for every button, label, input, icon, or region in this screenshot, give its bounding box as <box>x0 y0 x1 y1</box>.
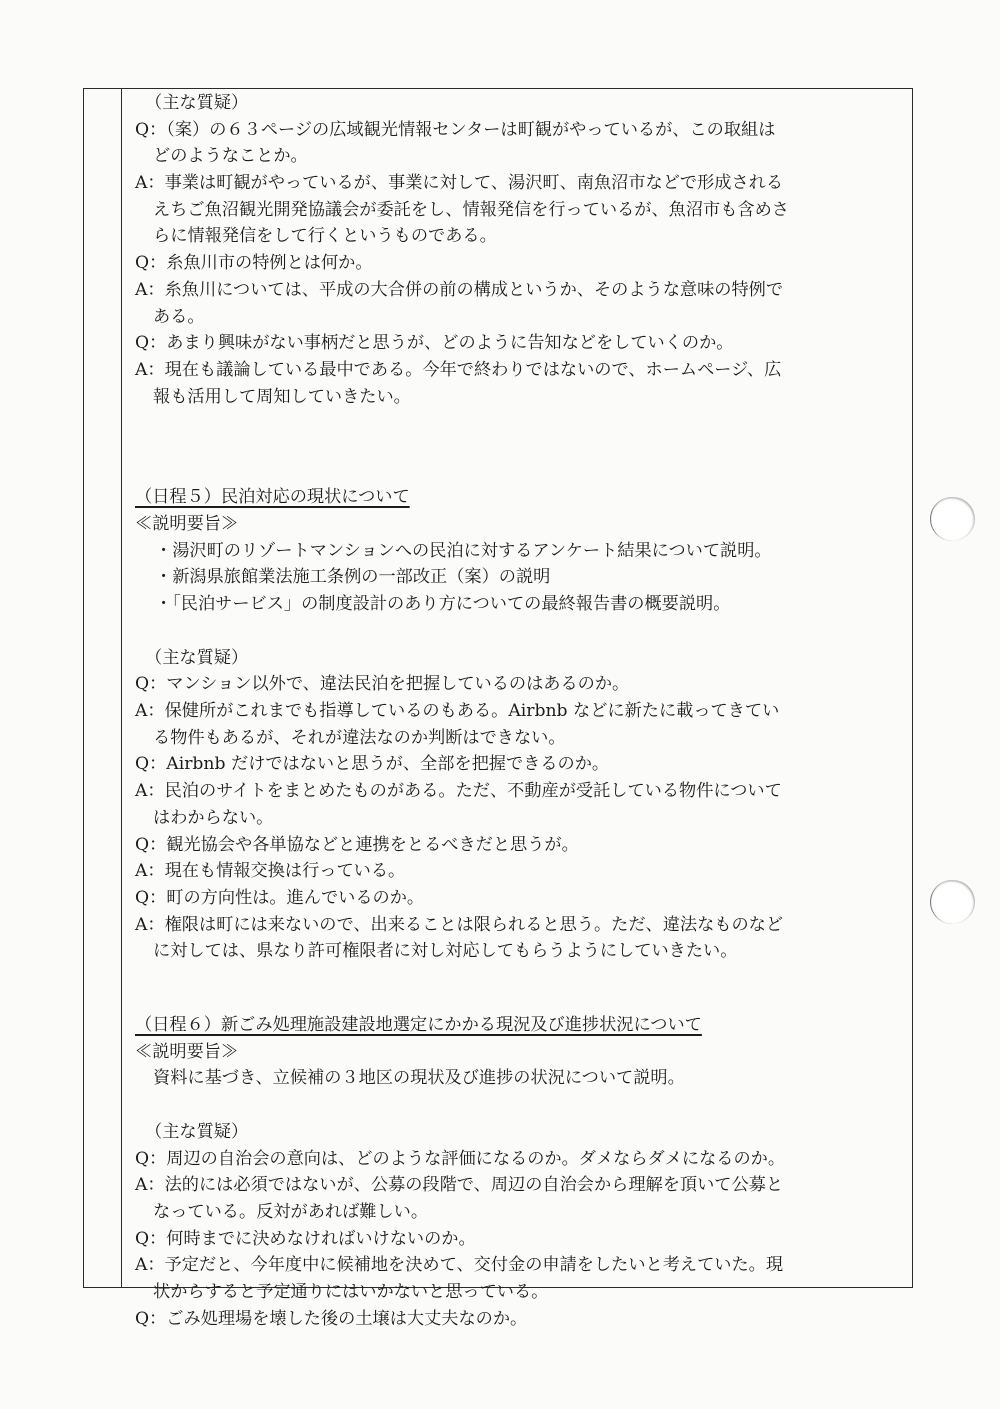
summary-text: 資料に基づき、立候補の３地区の現状及び進捗の状況について説明。 <box>153 1068 685 1089</box>
punch-hole-upper <box>930 497 975 541</box>
qa-answer-cont: えちご魚沼観光開発協議会が委託をし、情報発信を行っているが、魚沼市も含めさ <box>153 199 789 220</box>
punch-hole-lower <box>930 880 975 924</box>
qa-answer-cont: に対しては、県なり許可権限者に対し対応してもらうようにしていきたい。 <box>153 941 738 962</box>
qa-question: Q：Airbnb だけではないと思うが、全部を把握できるのか。 <box>135 754 610 775</box>
margin-rule <box>121 89 122 1287</box>
qa-answer: A：予定だと、今年度中に候補地を決めて、交付金の申請をしたいと考えていた。現 <box>135 1255 784 1276</box>
summary-bullet: ・新潟県旅館業法施工条例の一部改正（案）の説明 <box>155 567 551 588</box>
qa-title: （主な質疑） <box>145 1122 249 1142</box>
qa-question: Q：（案）の６３ページの広域観光情報センターは町観がやっているが、この取組は <box>135 119 776 140</box>
qa-answer: A：事業は町観がやっているが、事業に対して、湯沢町、南魚沼市などで形成される <box>135 173 784 194</box>
qa-answer-cont: らに情報発信をして行くというものである。 <box>153 226 497 247</box>
qa-question-cont: どのようなことか。 <box>153 146 308 167</box>
qa-answer: A：権限は町には来ないので、出来ることは限られると思う。ただ、違法なものなど <box>135 914 784 935</box>
qa-title: （主な質疑） <box>145 93 249 113</box>
section-heading: （日程５）民泊対応の現状について <box>135 487 410 508</box>
summary-bullet: ・湯沢町のリゾートマンションへの民泊に対するアンケート結果について説明。 <box>155 540 772 561</box>
qa-answer: A：現在も議論している最中である。今年で終わりではないので、ホームページ、広 <box>135 359 782 380</box>
qa-answer: A：現在も情報交換は行っている。 <box>135 861 406 882</box>
qa-answer-cont: ある。 <box>153 306 205 327</box>
qa-question: Q：周辺の自治会の意向は、どのような評価になるのか。ダメならダメになるのか。 <box>135 1148 786 1169</box>
qa-answer: A：民泊のサイトをまとめたものがある。ただ、不動産が受託している物件について <box>135 781 782 802</box>
summary-label: ≪説明要旨≫ <box>135 1041 239 1062</box>
section-heading: （日程６）新ごみ処理施設建設地選定にかかる現況及び進捗状況について <box>135 1014 702 1035</box>
qa-question: Q：何時までに決めなければいけないのか。 <box>135 1228 476 1249</box>
qa-answer-cont: 状からすると予定通りにはいかないと思っている。 <box>153 1282 549 1303</box>
qa-answer-cont: 報も活用して周知していきたい。 <box>153 386 411 407</box>
qa-question: Q：町の方向性は。進んでいるのか。 <box>135 887 425 908</box>
qa-question: Q：糸魚川市の特例とは何か。 <box>135 253 373 274</box>
summary-label: ≪説明要旨≫ <box>135 513 239 534</box>
qa-answer-cont: はわからない。 <box>153 807 274 828</box>
qa-answer: A：糸魚川については、平成の大合併の前の構成というか、そのような意味の特例で <box>135 279 784 300</box>
qa-answer: A：保健所がこれまでも指導しているのもある。Airbnb などに新たに載ってきてい <box>135 701 780 722</box>
qa-question: Q：ごみ処理場を壊した後の土壌は大丈夫なのか。 <box>135 1308 528 1329</box>
qa-answer: A：法的には必須ではないが、公募の段階で、周辺の自治会から理解を頂いて公募と <box>135 1175 784 1196</box>
summary-bullet: ・「民泊サービス」の制度設計のあり方についての最終報告書の概要説明。 <box>155 594 731 614</box>
qa-question: Q：あまり興味がない事柄だと思うが、どのように告知などをしていくのか。 <box>135 333 734 354</box>
qa-question: Q：観光協会や各単協などと連携をとるべきだと思うが。 <box>135 834 579 855</box>
qa-answer-cont: る物件もあるが、それが違法なのか判断はできない。 <box>153 727 566 748</box>
qa-question: Q：マンション以外で、違法民泊を把握しているのはあるのか。 <box>135 674 630 695</box>
qa-answer-cont: なっている。反対があれば難しい。 <box>153 1202 429 1223</box>
qa-title: （主な質疑） <box>145 647 249 668</box>
document-body <box>135 90 910 1333</box>
